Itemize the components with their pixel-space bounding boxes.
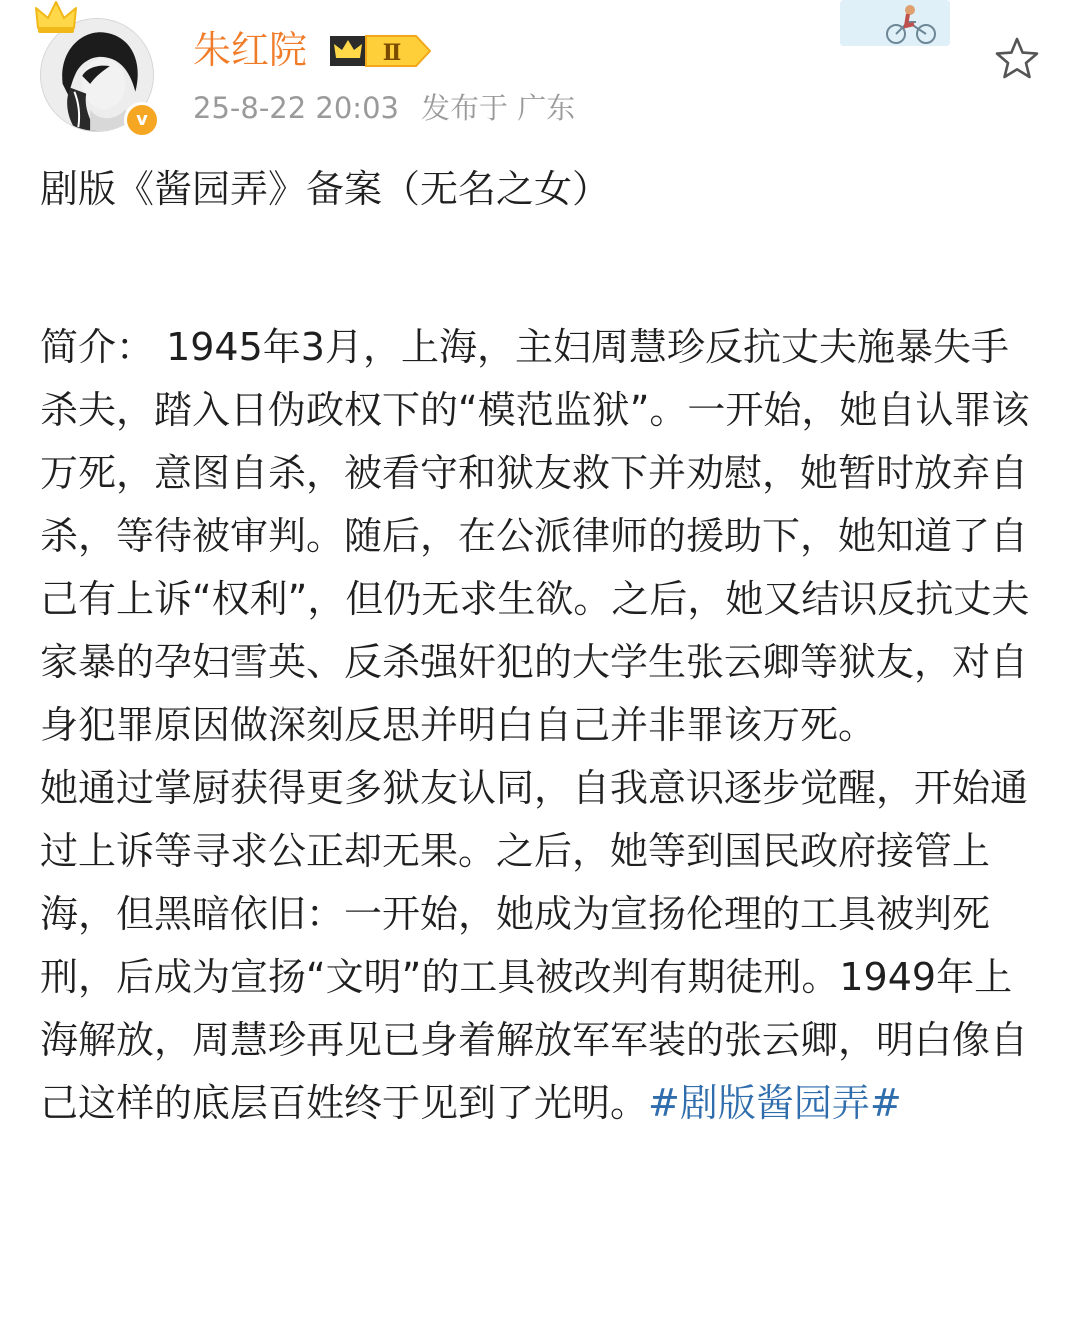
post-meta [193, 86, 575, 130]
hashtag-link[interactable]: #剧版酱园弄# [648, 1081, 902, 1125]
post-paragraph-2-text: 她通过掌厨获得更多狱友认同，自我意识逐步觉醒，开始通过上诉等寻求公正却无果。之后，她等到国民政府接管上海，但黑暗依旧：一开始，她成为宣扬伦理的工具被判死刑，后成为宣扬“文明”的工具被改判有期徒刑。1949年上海解放，周慧珍再见已身着解放军军装的张云卿，明白像自己这样的底层百姓终于见到了光明。 [40, 766, 1029, 1125]
post-content [40, 158, 1040, 1135]
decorative-card-image[interactable] [840, 0, 950, 46]
vip-level-badge[interactable] [326, 30, 436, 72]
post-location: 发布于 广东 [420, 91, 576, 125]
author-name[interactable]: 朱红院 [193, 28, 308, 72]
post-title: 剧版《酱园弄》备案（无名之女） [40, 167, 611, 211]
post-header [0, 0, 1080, 150]
verified-badge-icon: v [124, 102, 160, 138]
crown-icon [32, 0, 80, 38]
post-time: 25-8-22 20:03 [193, 91, 399, 125]
star-icon[interactable] [992, 34, 1042, 84]
blank-line [40, 221, 1040, 316]
avatar-container[interactable] [36, 6, 160, 130]
vip-level-text: Ⅱ [382, 40, 402, 66]
post-paragraph-2 [40, 757, 1040, 1135]
post-paragraph-1: 简介： 1945年3月，上海，主妇周慧珍反抗丈夫施暴失手杀夫，踏入日伪政权下的“模范监狱”。一开始，她自认罪该万死，意图自杀，被看守和狱友救下并劝慰，她暂时放弃自杀，等待被审判。随后，在公派律师的援助下，她知道了自己有上诉“权利”，但仍无求生欲。之后，她又结识反抗丈夫家暴的孕妇雪英、反杀强奸犯的大学生张云卿等狱友，对自身犯罪原因做深刻反思并明白自己并非罪该万死。 [40, 325, 1030, 747]
